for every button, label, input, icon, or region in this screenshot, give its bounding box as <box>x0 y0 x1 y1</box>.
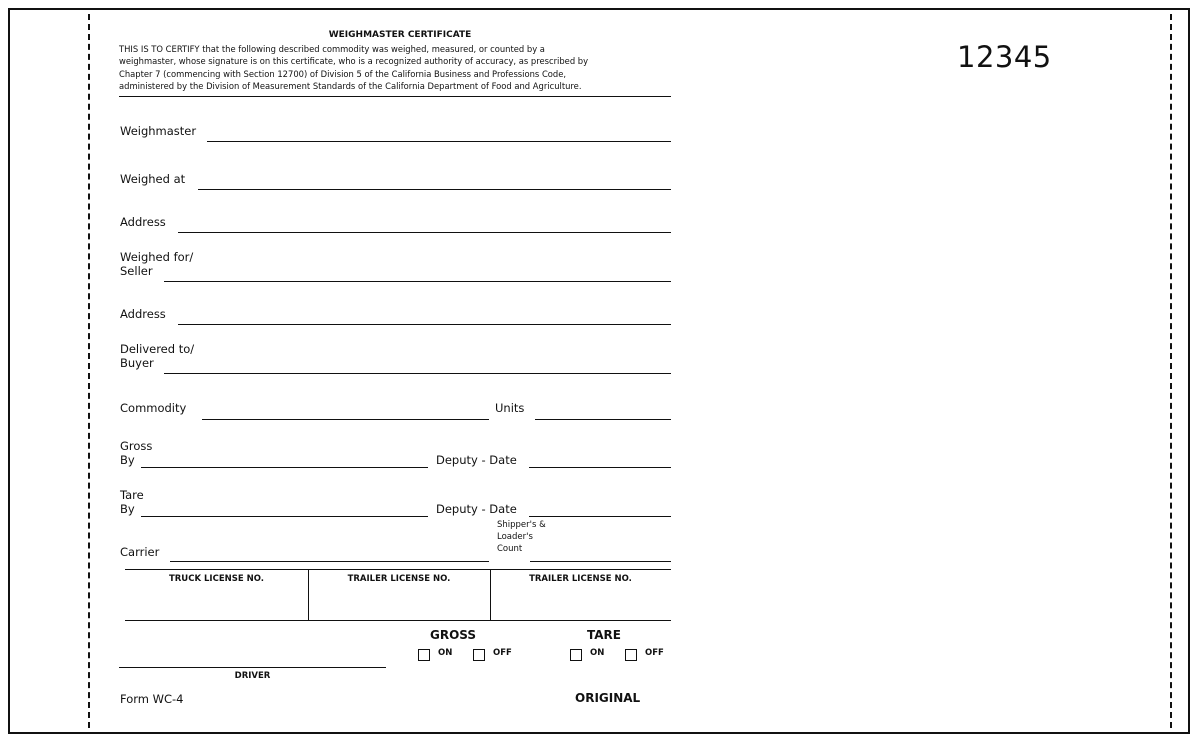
driver-label: DRIVER <box>234 671 271 681</box>
by-label-line: By <box>120 502 135 516</box>
shippers-count-field[interactable] <box>530 561 671 562</box>
license-table-top <box>125 569 671 570</box>
tare-off-checkbox[interactable] <box>625 649 637 661</box>
seller-label-line: Seller <box>120 264 153 278</box>
buyer-field[interactable] <box>164 373 671 374</box>
certificate-number: 12345 <box>957 40 1052 74</box>
gross-deputy-date-label: Deputy - Date <box>436 453 517 467</box>
gross-toggle-header: GROSS <box>430 628 477 642</box>
carrier-field[interactable] <box>170 561 489 562</box>
commodity-field[interactable] <box>202 419 489 420</box>
shippers-count-label <box>497 519 546 555</box>
gross-off-checkbox[interactable] <box>473 649 485 661</box>
trailer-license-field[interactable] <box>310 590 488 618</box>
gross-label-line: Gross <box>120 439 153 453</box>
certification-line: THIS IS TO CERTIFY that the following described commodity was weighed, measured, or counted by a <box>119 44 545 54</box>
gross-by-label <box>120 439 152 467</box>
license-table-bottom <box>125 620 671 621</box>
gross-by-field[interactable] <box>141 467 428 468</box>
certification-line: Chapter 7 (commencing with Section 12700) of Division 5 of the California Business and Professions Code, <box>119 68 567 79</box>
seller-field[interactable] <box>164 281 671 282</box>
gross-deputy-date-field[interactable] <box>529 467 671 468</box>
trailer-license-header: TRAILER LICENSE NO. <box>347 574 451 584</box>
copy-label: ORIGINAL <box>575 691 641 705</box>
address-field[interactable] <box>178 232 671 233</box>
weighed-at-label: Weighed at <box>120 172 186 186</box>
gross-on-label: ON <box>438 648 453 658</box>
tare-toggle-header: TARE <box>587 628 621 642</box>
delivered-to-label <box>120 342 194 370</box>
tare-on-label: ON <box>590 648 605 658</box>
form-id: Form WC-4 <box>120 692 184 706</box>
tare-deputy-date-label: Deputy - Date <box>436 502 517 516</box>
perforation-right <box>1170 14 1172 728</box>
truck-license-field[interactable] <box>126 590 306 618</box>
weighed-at-field[interactable] <box>198 189 671 190</box>
shippers-count-label-line: Loader's <box>497 532 533 542</box>
seller-address-label: Address <box>120 307 166 321</box>
trailer-license-header-2: TRAILER LICENSE NO. <box>529 574 632 584</box>
tare-on-checkbox[interactable] <box>570 649 582 661</box>
weighmaster-label: Weighmaster <box>120 124 197 138</box>
weighmaster-field[interactable] <box>207 141 671 142</box>
tare-by-label <box>120 488 144 516</box>
certification-text <box>119 43 589 92</box>
tare-deputy-date-field[interactable] <box>529 516 671 517</box>
certificate-title: WEIGHMASTER CERTIFICATE <box>328 30 472 40</box>
tare-label-line: Tare <box>120 488 144 502</box>
truck-license-header: TRUCK LICENSE NO. <box>168 574 265 584</box>
trailer-license-field-2[interactable] <box>492 590 670 618</box>
weighed-for-label-line: Weighed for/ <box>120 250 194 264</box>
weighed-for-label <box>120 250 193 278</box>
units-field[interactable] <box>535 419 671 420</box>
gross-off-label: OFF <box>493 648 512 658</box>
certification-line: weighmaster, whose signature is on this certificate, who is a recognized authority of accuracy, as prescribed by <box>119 56 589 67</box>
delivered-to-label-line: Delivered to/ <box>120 342 195 356</box>
tare-off-label: OFF <box>645 648 664 658</box>
perforation-left <box>88 14 90 728</box>
commodity-label: Commodity <box>120 401 187 415</box>
by-label-line: By <box>120 453 135 467</box>
header-divider <box>119 96 671 97</box>
address-label: Address <box>120 215 166 229</box>
certification-line: administered by the Division of Measurement Standards of the California Department of Food and Agriculture. <box>119 80 582 91</box>
shippers-count-label-line: Shipper's & <box>497 520 546 530</box>
gross-on-checkbox[interactable] <box>418 649 430 661</box>
shippers-count-label-line: Count <box>497 544 523 554</box>
buyer-label-line: Buyer <box>120 356 154 370</box>
tare-by-field[interactable] <box>141 516 428 517</box>
units-label: Units <box>495 401 525 415</box>
driver-signature-line[interactable] <box>119 667 386 668</box>
seller-address-field[interactable] <box>178 324 671 325</box>
carrier-label: Carrier <box>120 545 160 559</box>
page-border <box>8 8 1190 734</box>
